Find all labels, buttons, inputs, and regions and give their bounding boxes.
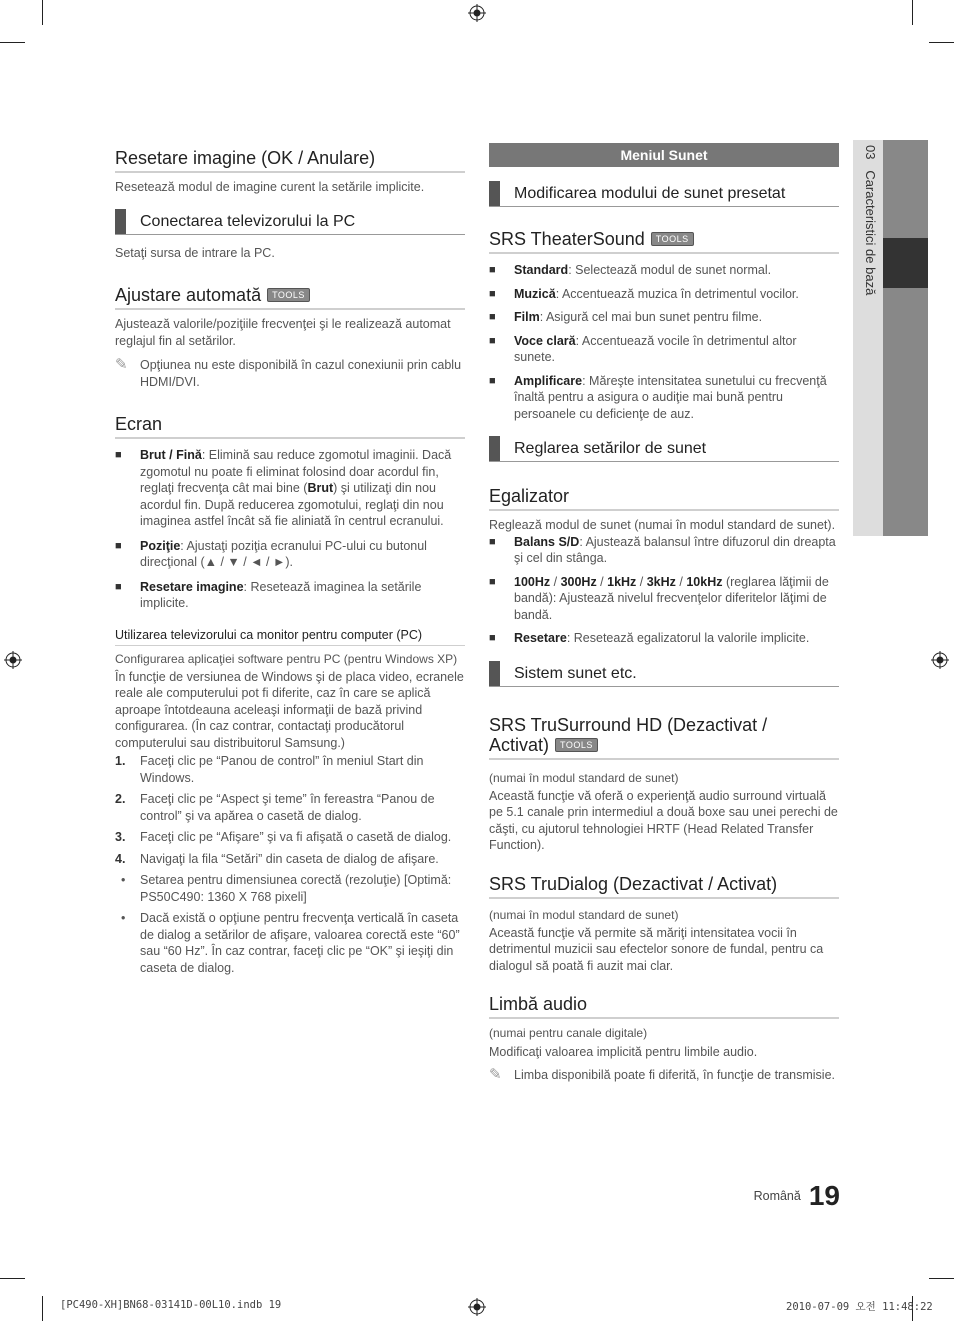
page-number-block xyxy=(700,1180,840,1212)
section-title-text: SRS TheaterSound xyxy=(489,229,645,249)
list-item: ■ Film: Asigură cel mai bun sunet pentru filme. xyxy=(489,310,763,324)
section-description: Modificaţi valoarea implicită pentru limbile audio. xyxy=(489,1045,758,1059)
subsection-bar xyxy=(489,181,500,206)
list-item: ■ 100Hz / 300Hz / 1kHz / 3kHz / 10kHz (reglarea lăţimii de bandă): Ajustează nivelul frecvenţelor diferitelor lăţimi de bandă. xyxy=(489,574,829,622)
list-item: ■ Standard: Selectează modul de sunet normal. xyxy=(489,263,772,277)
crop-mark xyxy=(929,42,954,43)
side-tab-label xyxy=(858,145,878,295)
menu-title-bar: Meniul Sunet xyxy=(489,143,839,167)
list-item-text: Resetare imagine: Resetează imaginea la setările implicite. xyxy=(140,579,422,610)
note-text: Limba disponibilă poate fi diferită, în funcţie de transmisie. xyxy=(514,1067,836,1082)
registration-mark-icon xyxy=(468,1298,486,1316)
subsection-header xyxy=(489,181,839,207)
list-item xyxy=(115,447,465,530)
subsection-bar xyxy=(115,209,126,234)
list-item: 2. Faceţi clic pe “Aspect şi teme” în fereastra “Panou de control” şi va apărea o casetă de dialog. xyxy=(115,792,435,823)
section-title-text: Activat) xyxy=(489,734,550,755)
subsection-header xyxy=(489,436,839,462)
square-bullet-icon: ■ xyxy=(489,311,496,323)
square-bullet-icon: ■ xyxy=(489,535,496,548)
tools-icon: TOOLS xyxy=(555,738,598,752)
note-text: Opţiunea nu este disponibilă în cazul conexiunii prin cablu HDMI/DVI. xyxy=(140,358,462,389)
section-title: Egalizator xyxy=(489,486,839,511)
crop-mark xyxy=(42,1296,43,1321)
section-title: Ecran xyxy=(115,414,465,439)
section-description: Resetează modul de imagine curent la setările implicite. xyxy=(115,180,425,194)
section-condition: (numai în modul standard de sunet) xyxy=(489,770,679,785)
list-item xyxy=(115,538,465,571)
section-title xyxy=(489,229,839,254)
pencil-note-icon: ✎ xyxy=(489,1065,502,1083)
list-item xyxy=(115,579,465,612)
square-bullet-icon: ■ xyxy=(489,632,496,644)
left-column xyxy=(115,140,465,976)
right-column xyxy=(489,140,839,1083)
side-tab-marker xyxy=(883,238,928,288)
list-item: ■ Muzică: Accentuează muzica în detrimentul vocilor. xyxy=(489,286,799,301)
square-bullet-icon: ■ xyxy=(489,575,496,588)
square-bullet-icon: ■ xyxy=(115,580,122,593)
square-bullet-icon: ■ xyxy=(489,287,496,300)
list-item: • Dacă există o opţiune pentru frecvenţa verticală în caseta de dialog a setărilor de afişare, valoarea corectă este “60” sau “60 Hz”. În caz contrar, faceţi clic pe “OK” şi ieşiţi din caseta de dialog. xyxy=(121,911,460,975)
section-description: Această funcţie vă permite să măriţi intensitatea vocii în detrimentul muzicii sau efectelor sonore de fundal, pentru ca dialogul să poată fi auzit mai clar. xyxy=(489,925,824,973)
subsection-title: Conectarea televizorului la PC xyxy=(140,212,356,230)
square-bullet-icon: ■ xyxy=(115,539,122,552)
list-item: 4. Navigaţi la fila “Setări” din caseta de dialog de afişare. xyxy=(115,851,439,866)
tools-icon: TOOLS xyxy=(651,232,694,246)
list-item-text: Brut / Fină: Elimină sau reduce zgomotul imaginii. Dacă zgomotul nu poate fi eliminat folosind doar acordul fin, reglaţi frecvenţa cât mai bine (Brut) şi utilizaţi din nou acordul fin. După reducerea zgomotului, reglaţi din nou imaginea astfel încât să fie aliniată în centrul ecranului. xyxy=(140,448,452,528)
footer-file-info: [PC490-XH]BN68-03141D-00L10.indb 19 xyxy=(60,1299,282,1311)
list-item: 3. Faceţi clic pe “Afişare” şi va fi afişată o casetă de dialog. xyxy=(115,830,452,844)
list-item-text: Poziţie: Ajustaţi poziţia ecranului PC-ului cu butonul direcţional (▲ / ▼ / ◄ / ►). xyxy=(140,538,427,569)
section-title: SRS TruDialog (Dezactivat / Activat) xyxy=(489,874,839,899)
section-description: Ajustează valorile/poziţiile frecvenţei şi le realizează automat reglajul fin al setărilor. xyxy=(115,317,451,348)
section-title-text: Ajustare automată xyxy=(115,285,262,305)
registration-mark-icon xyxy=(4,651,22,669)
side-tab-strip xyxy=(883,140,928,536)
subsection-bar xyxy=(489,436,500,461)
note xyxy=(115,357,465,390)
footer-timestamp: 2010-07-09 오전 11:48:22 xyxy=(786,1301,933,1313)
page-number: 19 xyxy=(808,1180,840,1211)
subsection-bar xyxy=(489,661,500,686)
section-title xyxy=(489,715,839,760)
bullet-list xyxy=(489,262,839,422)
list-item: 1. Faceţi clic pe “Panou de control” în meniul Start din Windows. xyxy=(115,754,424,785)
square-bullet-icon: ■ xyxy=(489,374,496,387)
registration-mark-icon xyxy=(931,651,949,669)
numbered-list xyxy=(115,753,465,976)
square-bullet-icon: ■ xyxy=(489,264,496,276)
square-bullet-icon: ■ xyxy=(115,449,122,461)
section-title xyxy=(115,285,465,310)
subsection-title: Reglarea setărilor de sunet xyxy=(514,440,707,457)
section-description: Această funcţie vă oferă o experienţă audio surround virtuală pe 5.1 canale prin intermediul a două boxe sau unei perechi de căşti, cu ajutorul tehnologiei HRTF (Head Related Transfer Function). xyxy=(489,788,838,852)
section-title-text: SRS TruSurround HD (Dezactivat / xyxy=(489,714,768,735)
subsection-title: Modificarea modului de sunet presetat xyxy=(514,185,786,202)
list-item: ■ Balans S/D: Ajustează balansul între difuzorul din dreapta şi cel din stânga. xyxy=(489,534,836,565)
section-description: Setaţi sursa de intrare la PC. xyxy=(115,245,275,260)
chapter-title: Caracteristici de bază xyxy=(863,170,878,296)
chapter-number: 03 xyxy=(863,145,878,160)
crop-mark xyxy=(42,0,43,25)
section-condition: (numai pentru canale digitale) xyxy=(489,1026,648,1040)
bullet-list xyxy=(489,534,839,647)
section-condition: (numai în modul standard de sunet) xyxy=(489,907,679,922)
crop-mark xyxy=(0,42,25,43)
bullet-list xyxy=(115,447,465,612)
list-item: ■ Resetare: Resetează egalizatorul la valorile implicite. xyxy=(489,631,810,645)
crop-mark xyxy=(929,1278,954,1279)
pencil-note-icon: ✎ xyxy=(115,356,128,373)
page-language: Română xyxy=(753,1189,801,1203)
list-item: ■ Voce clară: Accentuează vocile în detrimentul altor sunete. xyxy=(489,333,797,364)
crop-mark xyxy=(912,0,913,25)
paragraph: În funcţie de versiunea de Windows şi de placa video, ecranele reale ale computerului pot fi diferite, caz în care se aplică aproape întotdeauna aceleaşi informaţii de bază privind configurarea. (În caz contrar, contactaţi producătorul computerului sau distribuitorul Samsung.) xyxy=(115,669,464,750)
section-title: Resetare imagine (OK / Anulare) xyxy=(115,148,465,173)
subsection-title: Utilizarea televizorului ca monitor pentru computer (PC) xyxy=(115,628,465,646)
crop-mark xyxy=(0,1278,25,1279)
registration-mark-icon xyxy=(468,4,486,22)
note xyxy=(489,1067,839,1084)
section-title: Limbă audio xyxy=(489,994,839,1019)
list-item: • Setarea pentru dimensiunea corectă (rezoluţie) [Optimă: PS50C490: 1360 X 768 pixeli] xyxy=(121,873,452,904)
section-description: Reglează modul de sunet (numai în modul standard de sunet). xyxy=(489,518,836,532)
list-item: ■ Amplificare: Măreşte intensitatea sunetului cu frecvenţă înaltă pentru a asigura o audiţie mai bună pentru persoanele cu deficienţe de auz. xyxy=(489,373,827,421)
tools-icon: TOOLS xyxy=(267,288,310,302)
subsection-title: Sistem sunet etc. xyxy=(514,664,637,682)
subsection-header xyxy=(489,661,839,687)
subsection-header xyxy=(115,209,465,235)
square-bullet-icon: ■ xyxy=(489,334,496,347)
subsection-subtitle: Configurarea aplicaţiei software pentru PC (pentru Windows XP) xyxy=(115,651,458,666)
